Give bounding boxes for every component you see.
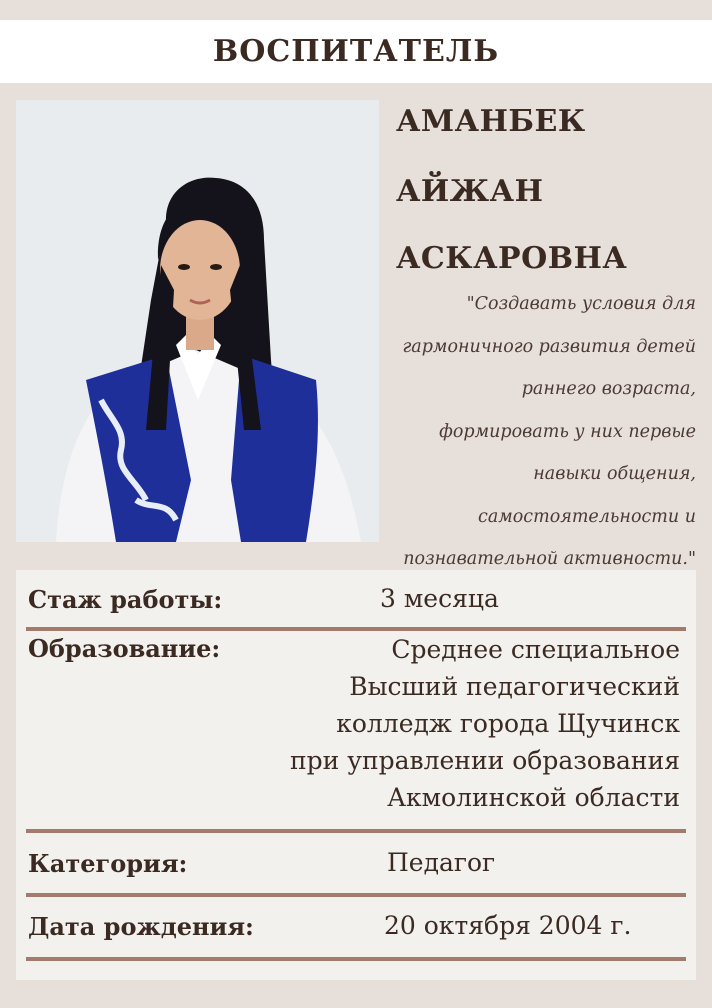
experience-value: 3 месяца bbox=[380, 584, 499, 613]
quote-line: гармоничного развития детей bbox=[402, 336, 696, 357]
education-line: Среднее специальное bbox=[391, 635, 680, 664]
education-value bbox=[260, 631, 680, 816]
quote-line: самостоятельности и bbox=[478, 506, 696, 527]
teacher-photo bbox=[16, 100, 379, 542]
page-title: ВОСПИТАТЕЛЬ bbox=[212, 34, 500, 69]
category-value: Педагог bbox=[387, 848, 496, 877]
quote-line: формировать у них первые bbox=[439, 421, 696, 442]
quote-line: раннего возраста, bbox=[521, 379, 696, 399]
quote-line: познавательной активности." bbox=[403, 549, 696, 569]
birth-date-value: 20 октября 2004 г. bbox=[384, 911, 632, 940]
birth-date-label: Дата рождения: bbox=[28, 912, 254, 941]
patronymic: АСКАРОВНА bbox=[396, 241, 628, 276]
quote-line: "Создавать условия для bbox=[466, 294, 696, 314]
divider bbox=[26, 893, 686, 897]
quote-line: навыки общения, bbox=[533, 464, 696, 484]
education-line: Акмолинской области bbox=[387, 783, 680, 812]
surname: АМАНБЕК bbox=[396, 104, 586, 139]
education-line: при управлении образования bbox=[289, 746, 680, 775]
experience-label: Стаж работы: bbox=[28, 585, 223, 614]
education-line: Высший педагогический bbox=[349, 672, 680, 701]
first-name: АЙЖАН bbox=[396, 174, 544, 209]
education-label: Образование: bbox=[28, 634, 221, 663]
divider bbox=[26, 957, 686, 961]
header-bar bbox=[0, 20, 712, 83]
divider bbox=[26, 829, 686, 833]
category-label: Категория: bbox=[28, 849, 188, 878]
motto-quote bbox=[380, 283, 696, 581]
portrait-illustration bbox=[16, 100, 379, 542]
education-line: колледж города Щучинск bbox=[336, 709, 680, 738]
